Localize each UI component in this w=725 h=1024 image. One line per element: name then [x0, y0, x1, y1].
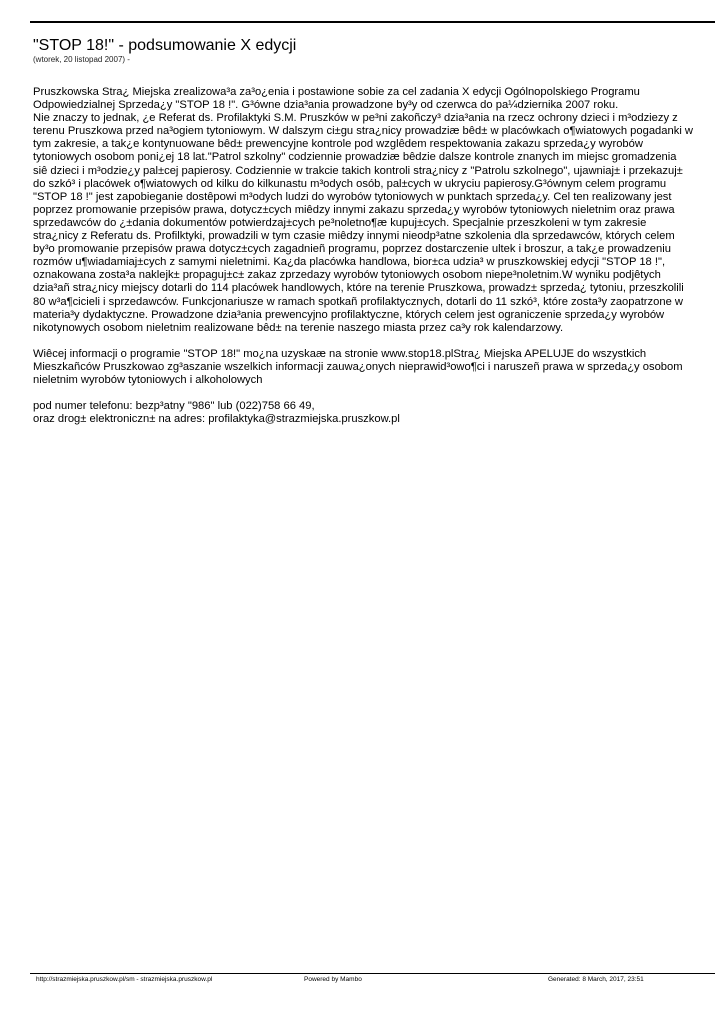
article-date: (wtorek, 20 listopad 2007) -: [33, 55, 130, 64]
article-body: [33, 86, 693, 426]
footer-url: http://strazmiejska.pruszkow.pl/sm - strazmiejska.pruszkow.pl: [36, 976, 213, 983]
paragraph-more-info: Wiêcej informacji o programie "STOP 18!" mo¿na uzyskaæ na stronie www.stop18.plStra¿ Miejska APELUJE do wszystkich Mieszkañców Pruszkowao zg³aszanie wszelkich informacji zauwa¿onych nieprawid³owo¶ci i naruszeñ prawa w sprzeda¿y osobom nieletnim wyrobów tytoniowych i alkoholowych: [33, 347, 683, 386]
paragraph-intro: Pruszkowska Stra¿ Miejska zrealizowa³a za³o¿enia i postawione sobie za cel zadania X edycji Ogólnopolskiego Programu Odpowiedzialnej Sprzeda¿y "STOP 18 !". G³ówne dzia³ania prowadzone by³y od czerwca do pa¼dziernika 2007 roku.: [33, 86, 640, 112]
paragraph-email: oraz drog± elektroniczn± na adres: profilaktyka@strazmiejska.pruszkow.pl: [33, 413, 400, 426]
paragraph-phone: pod numer telefonu: bezp³atny "986" lub (022)758 66 49,: [33, 400, 315, 413]
paragraph-main: Nie znaczy to jednak, ¿e Referat ds. Profilaktyki S.M. Pruszków w pe³ni zakoñczy³ dzia³ania na rzecz ochrony dzieci i m³odziezy z terenu Pruszkowa przed na³ogiem tytoniowym. W dalszym ci±gu stra¿nicy prowadziæ bêd± w placówkach o¶wiatowych pogadanki w tym zakresie, a tak¿e kontynuowane bêd± prewencyjne kontrole pod wzglêdem respektowania zakazu sprzeda¿y wyrobów tytoniowych osobom poni¿ej 18 lat."Patrol szkolny" codziennie prowadziæ bêdzie dalsze kontrole znanych im miejsc gromadzenia siê dzieci i m³odzie¿y pal±cej papierosy. Codziennie w trakcie takich kontroli stra¿nicy z "Patrolu szkolnego", ujawniaj± i przekazuj± do szkó³ i placówek o¶wiatowych od kilku do kilkunastu m³odych osób, pal±cych w ukryciu papierosy.G³ównym celem programu "STOP 18 !" jest zapobieganie dostêpowi m³odych ludzi do wyrobów tytoniowych w punktach sprzeda¿y. Cel ten realizowany jest poprzez promowanie przepisów prawa, dotycz±cych miêdzy innymi zakazu sprzeda¿y wyrobów tytoniowych nieletnim oraz prawa sprzedawców do ¿±dania dokumentów potwierdzaj±cych pe³noletno¶æ kupuj±cych. Specjalnie przeszkoleni w tym zakresie stra¿nicy z Referatu ds. Profilktyki, prowadzili w tym czasie miêdzy innymi nieodp³atne szkolenia dla sprzedawców, których celem by³o promowanie przepisów prawa dotycz±cych zagadnieñ programu, poprzez dostarczenie ultek i broszur, a tak¿e prowadzeniu rozmów u¶wiadamiaj±cych z samymi nieletnimi. Ka¿da placówka handlowa, bior±ca udzia³ w pruszkowskiej edycji "STOP 18 !", oznakowana zosta³a naklejk± propaguj±c± zakaz zprzedazy wyrobów tytoniowych osobom niepe³noletnim.W wyniku podjêtych dzia³añ stra¿nicy miejscy dotarli do 114 placówek handlowych, które na terenie Pruszkowa, prowadz± sprzeda¿ tytoniu, przeszkolili 80 w³a¶cicieli i sprzedawców. Funkcjonariusze w ramach spotkañ profilaktycznych, dotarli do 11 szkó³, które zosta³y zaopatrzone w materia³y dydaktyczne. Prowadzone dzia³ania prewencyjno profilaktyczne, których celem jest ograniczenie sprzeda¿y wyrobów nikotynowych osobom nieletnim realizowane bêd± na terenie naszego miasta przez ca³y rok kalendarzowy.: [33, 112, 693, 334]
footer-divider: [30, 973, 715, 974]
top-divider: [30, 21, 715, 23]
page-title: "STOP 18!" - podsumowanie X edycji: [33, 37, 297, 54]
footer-powered-by: Powered by Mambo: [304, 976, 362, 983]
footer-generated: Generated: 8 March, 2017, 23:51: [548, 976, 644, 983]
